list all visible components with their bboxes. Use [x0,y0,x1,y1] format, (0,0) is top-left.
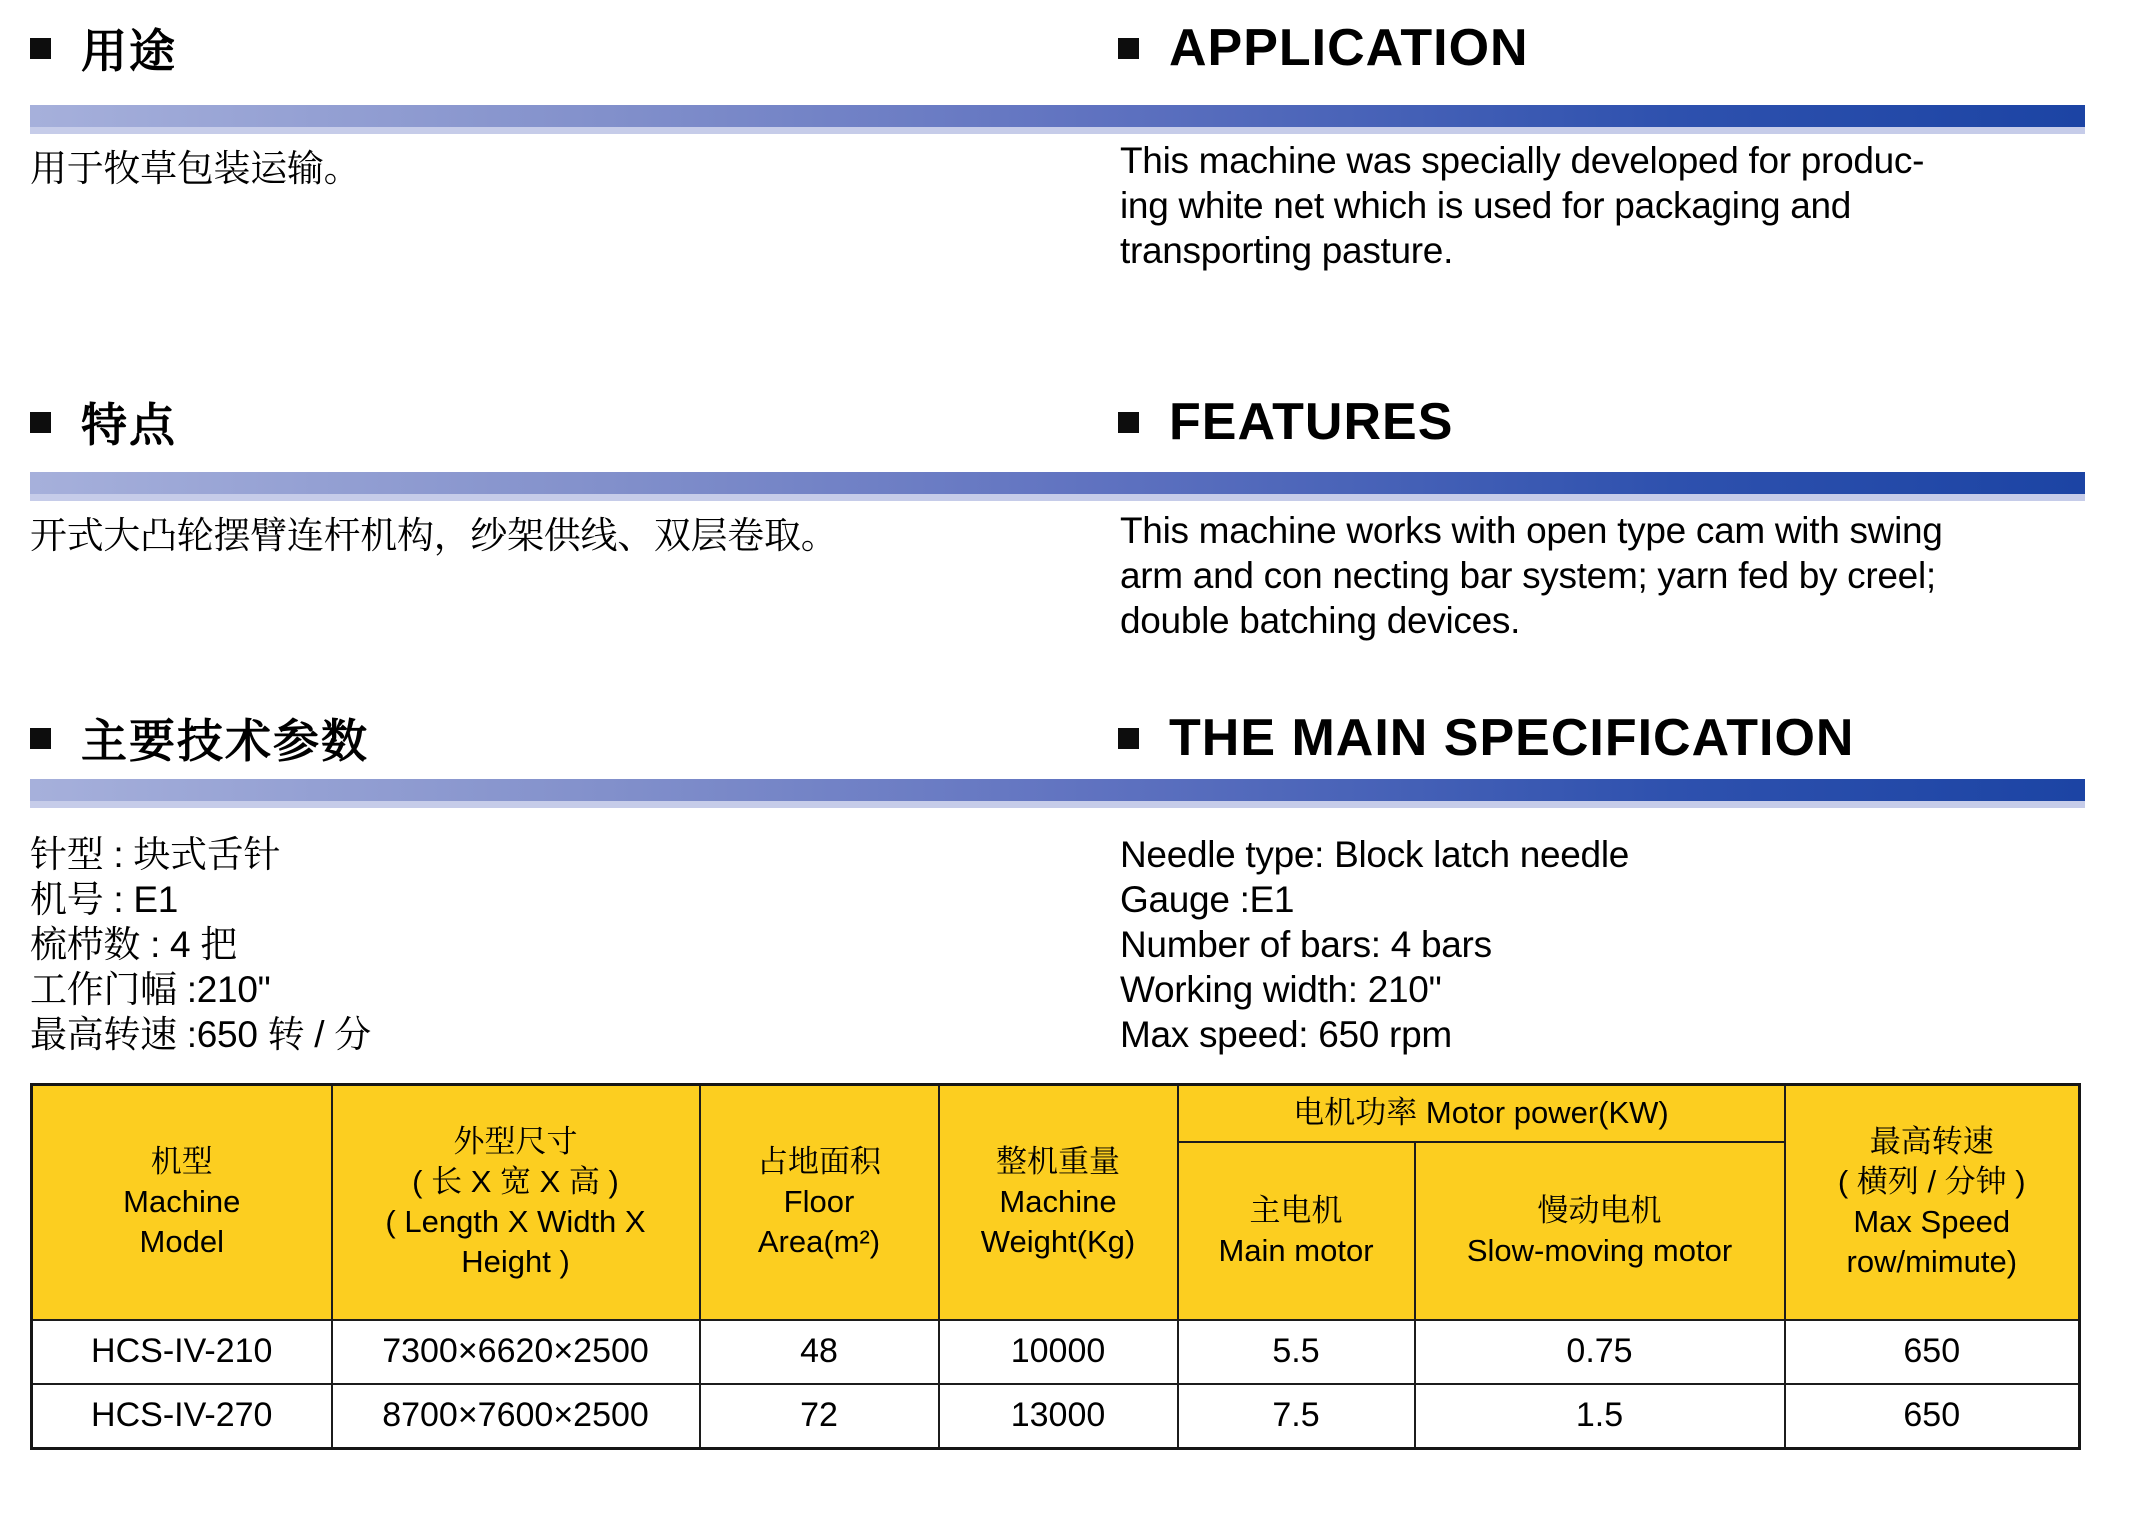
spec-line: Needle type: Block latch needle [1120,834,1630,875]
header-line: ( Length X Width X [385,1204,646,1240]
section-title-en: FEATURES [1169,393,1454,451]
section-title-en: THE MAIN SPECIFICATION [1169,709,1855,767]
features-body-en [1120,508,2132,643]
section-title-zh: 主要技术参数 [81,715,369,767]
section-divider-bar [30,779,2085,808]
col-header-floor-area [700,1085,939,1320]
col-header-max-speed [1785,1085,2080,1320]
spec-line: Max speed: 650 rpm [1120,1014,1452,1055]
body-line: double batching devices. [1120,600,1521,641]
header-line: Machine [999,1184,1117,1220]
features-body-zh [30,513,1060,558]
section-divider-bar [30,472,2085,501]
header-line: Weight(Kg) [980,1224,1136,1260]
section-heading-application-zh [30,16,177,80]
header-line: 慢动电机 [1537,1192,1662,1228]
spec-line: 梳栉数 : 4 把 [30,924,237,965]
spec-line: Number of bars: 4 bars [1120,924,1492,965]
header-line: Model [139,1224,224,1260]
body-line: 用于牧草包装运输。 [30,148,361,189]
spec-list-en [1120,832,2132,1057]
cell-weight: 10000 [939,1320,1178,1384]
header-line: 整机重量 [996,1144,1120,1180]
section-heading-spec-en [1118,706,1854,770]
header-line: Area(m²) [757,1224,881,1260]
spec-line: Working width: 210" [1120,969,1442,1010]
square-bullet-icon [1118,728,1139,749]
header-line: 最高转速 [1869,1124,1994,1160]
spec-list-zh [30,832,1060,1057]
body-line: 开式大凸轮摆臂连杆机构，纱架供线、双层卷取。 [30,515,838,556]
header-line: ( 长 X 宽 X 高 ) [412,1164,619,1200]
header-line: row/mimute) [1846,1244,2018,1280]
col-header-main-motor [1178,1142,1415,1320]
body-line: arm and con necting bar system; yarn fed by creel; [1120,555,1936,596]
header-line: Slow-moving motor [1466,1232,1733,1268]
section-heading-features-zh [30,390,177,454]
cell-slow-moving-motor: 1.5 [1415,1384,1785,1449]
section-heading-features-en [1118,390,1453,454]
cell-floor-area: 48 [700,1320,939,1384]
cell-weight: 13000 [939,1384,1178,1449]
header-line: Max Speed [1853,1204,2011,1240]
spec-line: Gauge :E1 [1120,879,1295,920]
application-body-en [1120,138,2132,273]
table-row [32,1384,2080,1449]
square-bullet-icon [30,38,51,59]
spec-line: 工作门幅 :210" [30,969,271,1010]
cell-max-speed: 650 [1785,1384,2080,1449]
header-line: Main motor [1218,1232,1374,1268]
header-line: 占地面积 [757,1144,881,1180]
cell-max-speed: 650 [1785,1320,2080,1384]
header-line: ( 横列 / 分钟 ) [1837,1164,2026,1200]
table-row [32,1320,2080,1384]
section-title-zh: 特点 [81,399,177,451]
body-line: This machine was specially developed for produc- [1120,140,1925,181]
col-header-machine-weight [939,1085,1178,1320]
cell-dimensions: 7300×6620×2500 [332,1320,700,1384]
header-line: 外型尺寸 [453,1124,578,1160]
cell-dimensions: 8700×7600×2500 [332,1384,700,1449]
header-line: 机型 [150,1144,213,1180]
square-bullet-icon [1118,38,1139,59]
header-line: 电机功率 Motor power(KW) [1293,1095,1669,1131]
specification-table [30,1083,2081,1450]
section-title-en: APPLICATION [1169,19,1529,77]
section-title-zh: 用途 [81,25,177,77]
section-heading-application-en [1118,16,1529,80]
cell-slow-moving-motor: 0.75 [1415,1320,1785,1384]
cell-model: HCS-IV-210 [32,1320,332,1384]
section-divider-bar [30,105,2085,134]
section-heading-spec-zh [30,706,369,770]
header-line: Floor [783,1184,855,1220]
application-body-zh [30,146,1060,191]
cell-floor-area: 72 [700,1384,939,1449]
spec-line: 机号 : E1 [30,879,178,920]
header-line: 主电机 [1249,1192,1343,1228]
cell-model: HCS-IV-270 [32,1384,332,1449]
spec-line: 针型 : 块式舌针 [30,834,281,875]
square-bullet-icon [30,412,51,433]
square-bullet-icon [30,728,51,749]
header-line: Height ) [461,1244,570,1280]
header-line: Machine [123,1184,241,1220]
col-header-slow-moving-motor [1415,1142,1785,1320]
cell-main-motor: 7.5 [1178,1384,1415,1449]
body-line: This machine works with open type cam with swing [1120,510,1943,551]
cell-main-motor: 5.5 [1178,1320,1415,1384]
col-header-dimensions [332,1085,700,1320]
body-line: transporting pasture. [1120,230,1454,271]
body-line: ing white net which is used for packaging and [1120,185,1852,226]
col-header-machine-model [32,1085,332,1320]
square-bullet-icon [1118,412,1139,433]
col-header-motor-power-group [1178,1085,1785,1142]
spec-line: 最高转速 :650 转 / 分 [30,1014,371,1055]
